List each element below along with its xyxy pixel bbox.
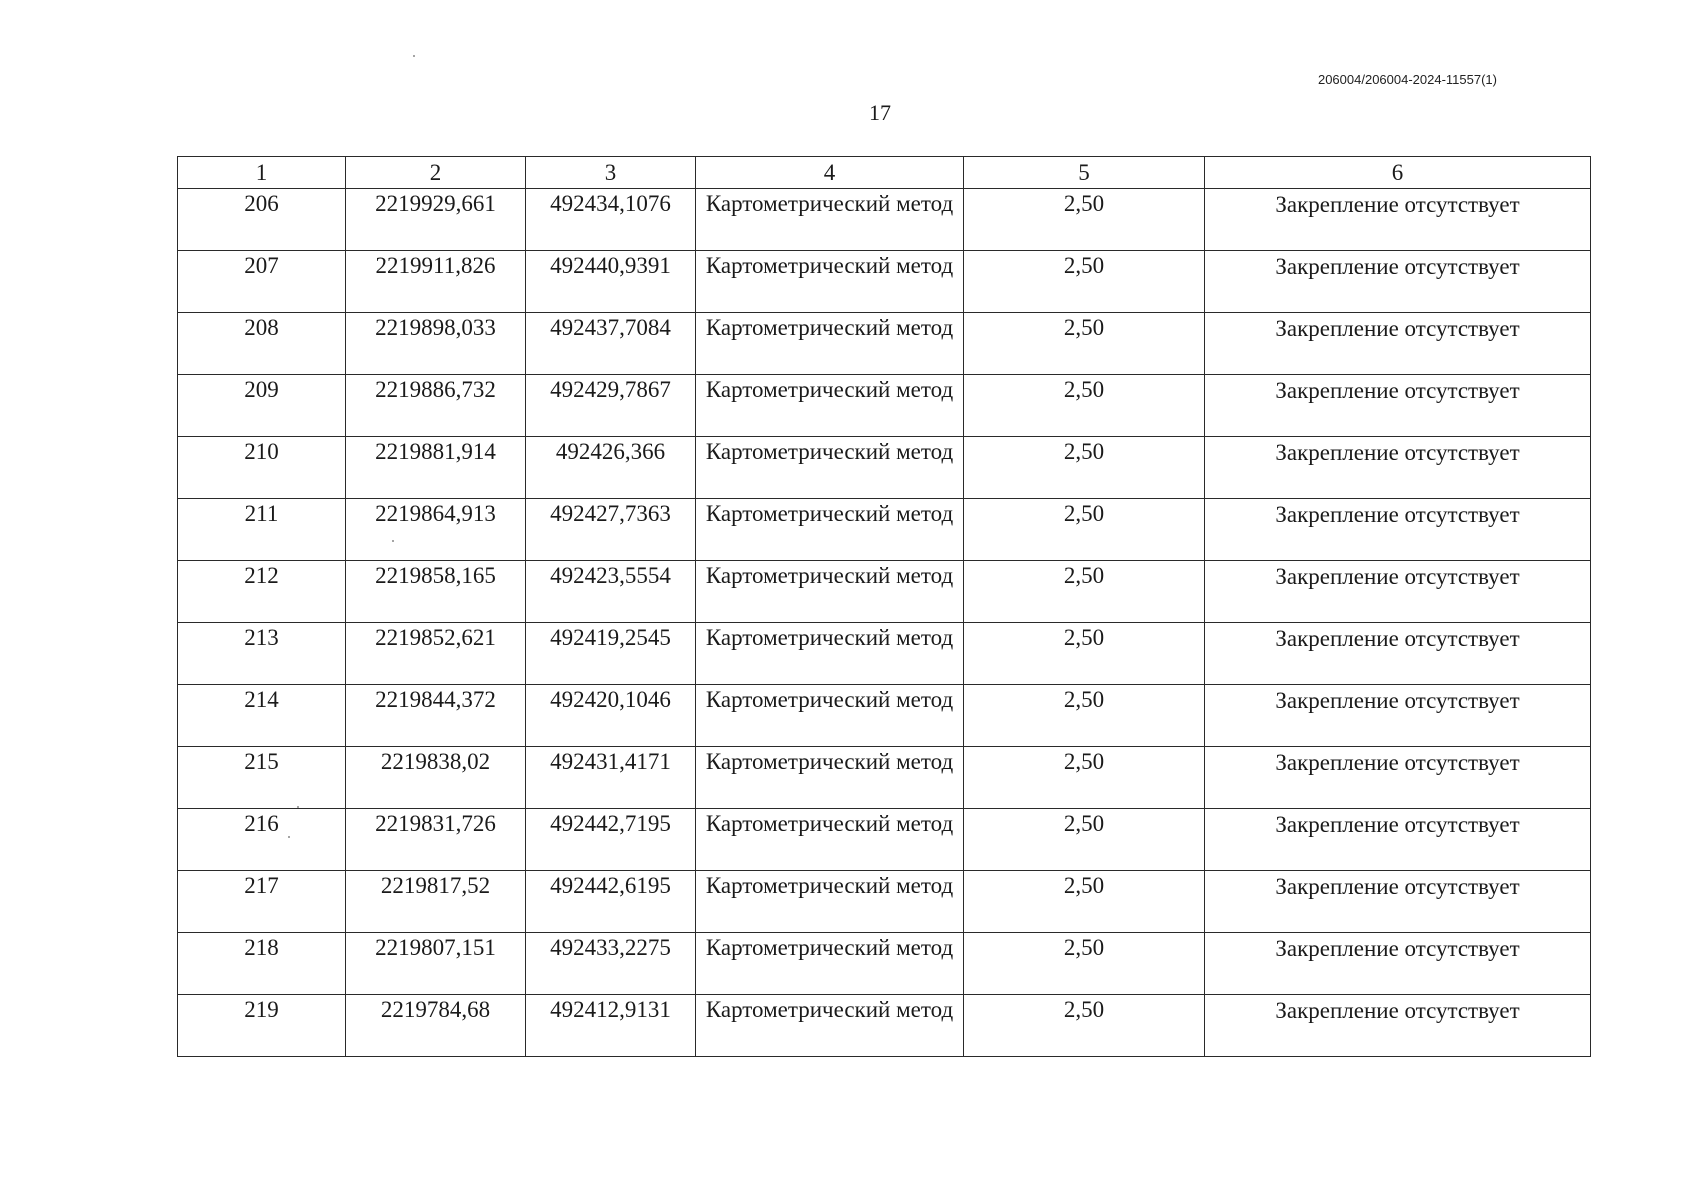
y-coordinate-cell: 492427,7363	[526, 499, 696, 561]
y-coordinate-cell: 492442,6195	[526, 871, 696, 933]
point-number-cell: 213	[178, 623, 346, 685]
accuracy-cell: 2,50	[964, 437, 1205, 499]
method-cell: Картометрический метод	[696, 871, 964, 933]
x-coordinate-cell: 2219858,165	[346, 561, 526, 623]
accuracy-cell: 2,50	[964, 809, 1205, 871]
point-number-cell: 219	[178, 995, 346, 1057]
y-coordinate-cell: 492419,2545	[526, 623, 696, 685]
y-coordinate-cell: 492423,5554	[526, 561, 696, 623]
method-cell: Картометрический метод	[696, 623, 964, 685]
point-number-cell: 208	[178, 313, 346, 375]
point-number-cell: 211	[178, 499, 346, 561]
table-row	[178, 189, 1591, 251]
x-coordinate-cell: 2219864,913	[346, 499, 526, 561]
point-number-cell: 212	[178, 561, 346, 623]
point-number-cell: 209	[178, 375, 346, 437]
table-row	[178, 995, 1591, 1057]
fixation-cell: Закрепление отсутствует	[1205, 685, 1591, 747]
method-cell: Картометрический метод	[696, 933, 964, 995]
accuracy-cell: 2,50	[964, 375, 1205, 437]
page-number: 17	[869, 100, 891, 125]
fixation-cell: Закрепление отсутствует	[1205, 561, 1591, 623]
fixation-cell: Закрепление отсутствует	[1205, 313, 1591, 375]
y-coordinate-cell: 492426,366	[526, 437, 696, 499]
y-coordinate-cell: 492429,7867	[526, 375, 696, 437]
x-coordinate-cell: 2219831,726	[346, 809, 526, 871]
table-row	[178, 871, 1591, 933]
accuracy-cell: 2,50	[964, 313, 1205, 375]
fixation-cell: Закрепление отсутствует	[1205, 747, 1591, 809]
table-row	[178, 623, 1591, 685]
table-row	[178, 375, 1591, 437]
table-row	[178, 251, 1591, 313]
accuracy-cell: 2,50	[964, 561, 1205, 623]
fixation-cell: Закрепление отсутствует	[1205, 871, 1591, 933]
y-coordinate-cell: 492440,9391	[526, 251, 696, 313]
point-number-cell: 216	[178, 809, 346, 871]
fixation-cell: Закрепление отсутствует	[1205, 437, 1591, 499]
x-coordinate-cell: 2219817,52	[346, 871, 526, 933]
method-cell: Картометрический метод	[696, 313, 964, 375]
method-cell: Картометрический метод	[696, 189, 964, 251]
table-row	[178, 747, 1591, 809]
column-header: 4	[696, 157, 964, 189]
accuracy-cell: 2,50	[964, 871, 1205, 933]
coordinates-table	[177, 156, 1591, 1057]
fixation-cell: Закрепление отсутствует	[1205, 499, 1591, 561]
column-header: 6	[1205, 157, 1591, 189]
y-coordinate-cell: 492442,7195	[526, 809, 696, 871]
accuracy-cell: 2,50	[964, 995, 1205, 1057]
point-number-cell: 210	[178, 437, 346, 499]
column-header: 2	[346, 157, 526, 189]
method-cell: Картометрический метод	[696, 995, 964, 1057]
x-coordinate-cell: 2219898,033	[346, 313, 526, 375]
column-header: 3	[526, 157, 696, 189]
column-header: 5	[964, 157, 1205, 189]
point-number-cell: 218	[178, 933, 346, 995]
x-coordinate-cell: 2219911,826	[346, 251, 526, 313]
x-coordinate-cell: 2219784,68	[346, 995, 526, 1057]
method-cell: Картометрический метод	[696, 499, 964, 561]
table-row	[178, 313, 1591, 375]
y-coordinate-cell: 492420,1046	[526, 685, 696, 747]
table-row	[178, 685, 1591, 747]
table-row	[178, 437, 1591, 499]
accuracy-cell: 2,50	[964, 251, 1205, 313]
x-coordinate-cell: 2219807,151	[346, 933, 526, 995]
table-row	[178, 809, 1591, 871]
point-number-cell: 217	[178, 871, 346, 933]
table-row	[178, 933, 1591, 995]
y-coordinate-cell: 492437,7084	[526, 313, 696, 375]
accuracy-cell: 2,50	[964, 933, 1205, 995]
point-number-cell: 207	[178, 251, 346, 313]
accuracy-cell: 2,50	[964, 623, 1205, 685]
y-coordinate-cell: 492412,9131	[526, 995, 696, 1057]
accuracy-cell: 2,50	[964, 685, 1205, 747]
x-coordinate-cell: 2219838,02	[346, 747, 526, 809]
scan-speck	[413, 55, 415, 57]
accuracy-cell: 2,50	[964, 189, 1205, 251]
accuracy-cell: 2,50	[964, 499, 1205, 561]
table-row	[178, 561, 1591, 623]
method-cell: Картометрический метод	[696, 685, 964, 747]
point-number-cell: 206	[178, 189, 346, 251]
fixation-cell: Закрепление отсутствует	[1205, 251, 1591, 313]
point-number-cell: 215	[178, 747, 346, 809]
fixation-cell: Закрепление отсутствует	[1205, 375, 1591, 437]
table-row	[178, 499, 1591, 561]
method-cell: Картометрический метод	[696, 251, 964, 313]
fixation-cell: Закрепление отсутствует	[1205, 623, 1591, 685]
method-cell: Картометрический метод	[696, 809, 964, 871]
x-coordinate-cell: 2219852,621	[346, 623, 526, 685]
y-coordinate-cell: 492431,4171	[526, 747, 696, 809]
point-number-cell: 214	[178, 685, 346, 747]
table-header-row	[178, 157, 1591, 189]
x-coordinate-cell: 2219844,372	[346, 685, 526, 747]
method-cell: Картометрический метод	[696, 375, 964, 437]
y-coordinate-cell: 492434,1076	[526, 189, 696, 251]
accuracy-cell: 2,50	[964, 747, 1205, 809]
x-coordinate-cell: 2219929,661	[346, 189, 526, 251]
method-cell: Картометрический метод	[696, 747, 964, 809]
method-cell: Картометрический метод	[696, 561, 964, 623]
fixation-cell: Закрепление отсутствует	[1205, 995, 1591, 1057]
column-header: 1	[178, 157, 346, 189]
method-cell: Картометрический метод	[696, 437, 964, 499]
document-id: 206004/206004-2024-11557(1)	[1317, 72, 1497, 87]
fixation-cell: Закрепление отсутствует	[1205, 809, 1591, 871]
y-coordinate-cell: 492433,2275	[526, 933, 696, 995]
x-coordinate-cell: 2219886,732	[346, 375, 526, 437]
fixation-cell: Закрепление отсутствует	[1205, 933, 1591, 995]
x-coordinate-cell: 2219881,914	[346, 437, 526, 499]
fixation-cell: Закрепление отсутствует	[1205, 189, 1591, 251]
